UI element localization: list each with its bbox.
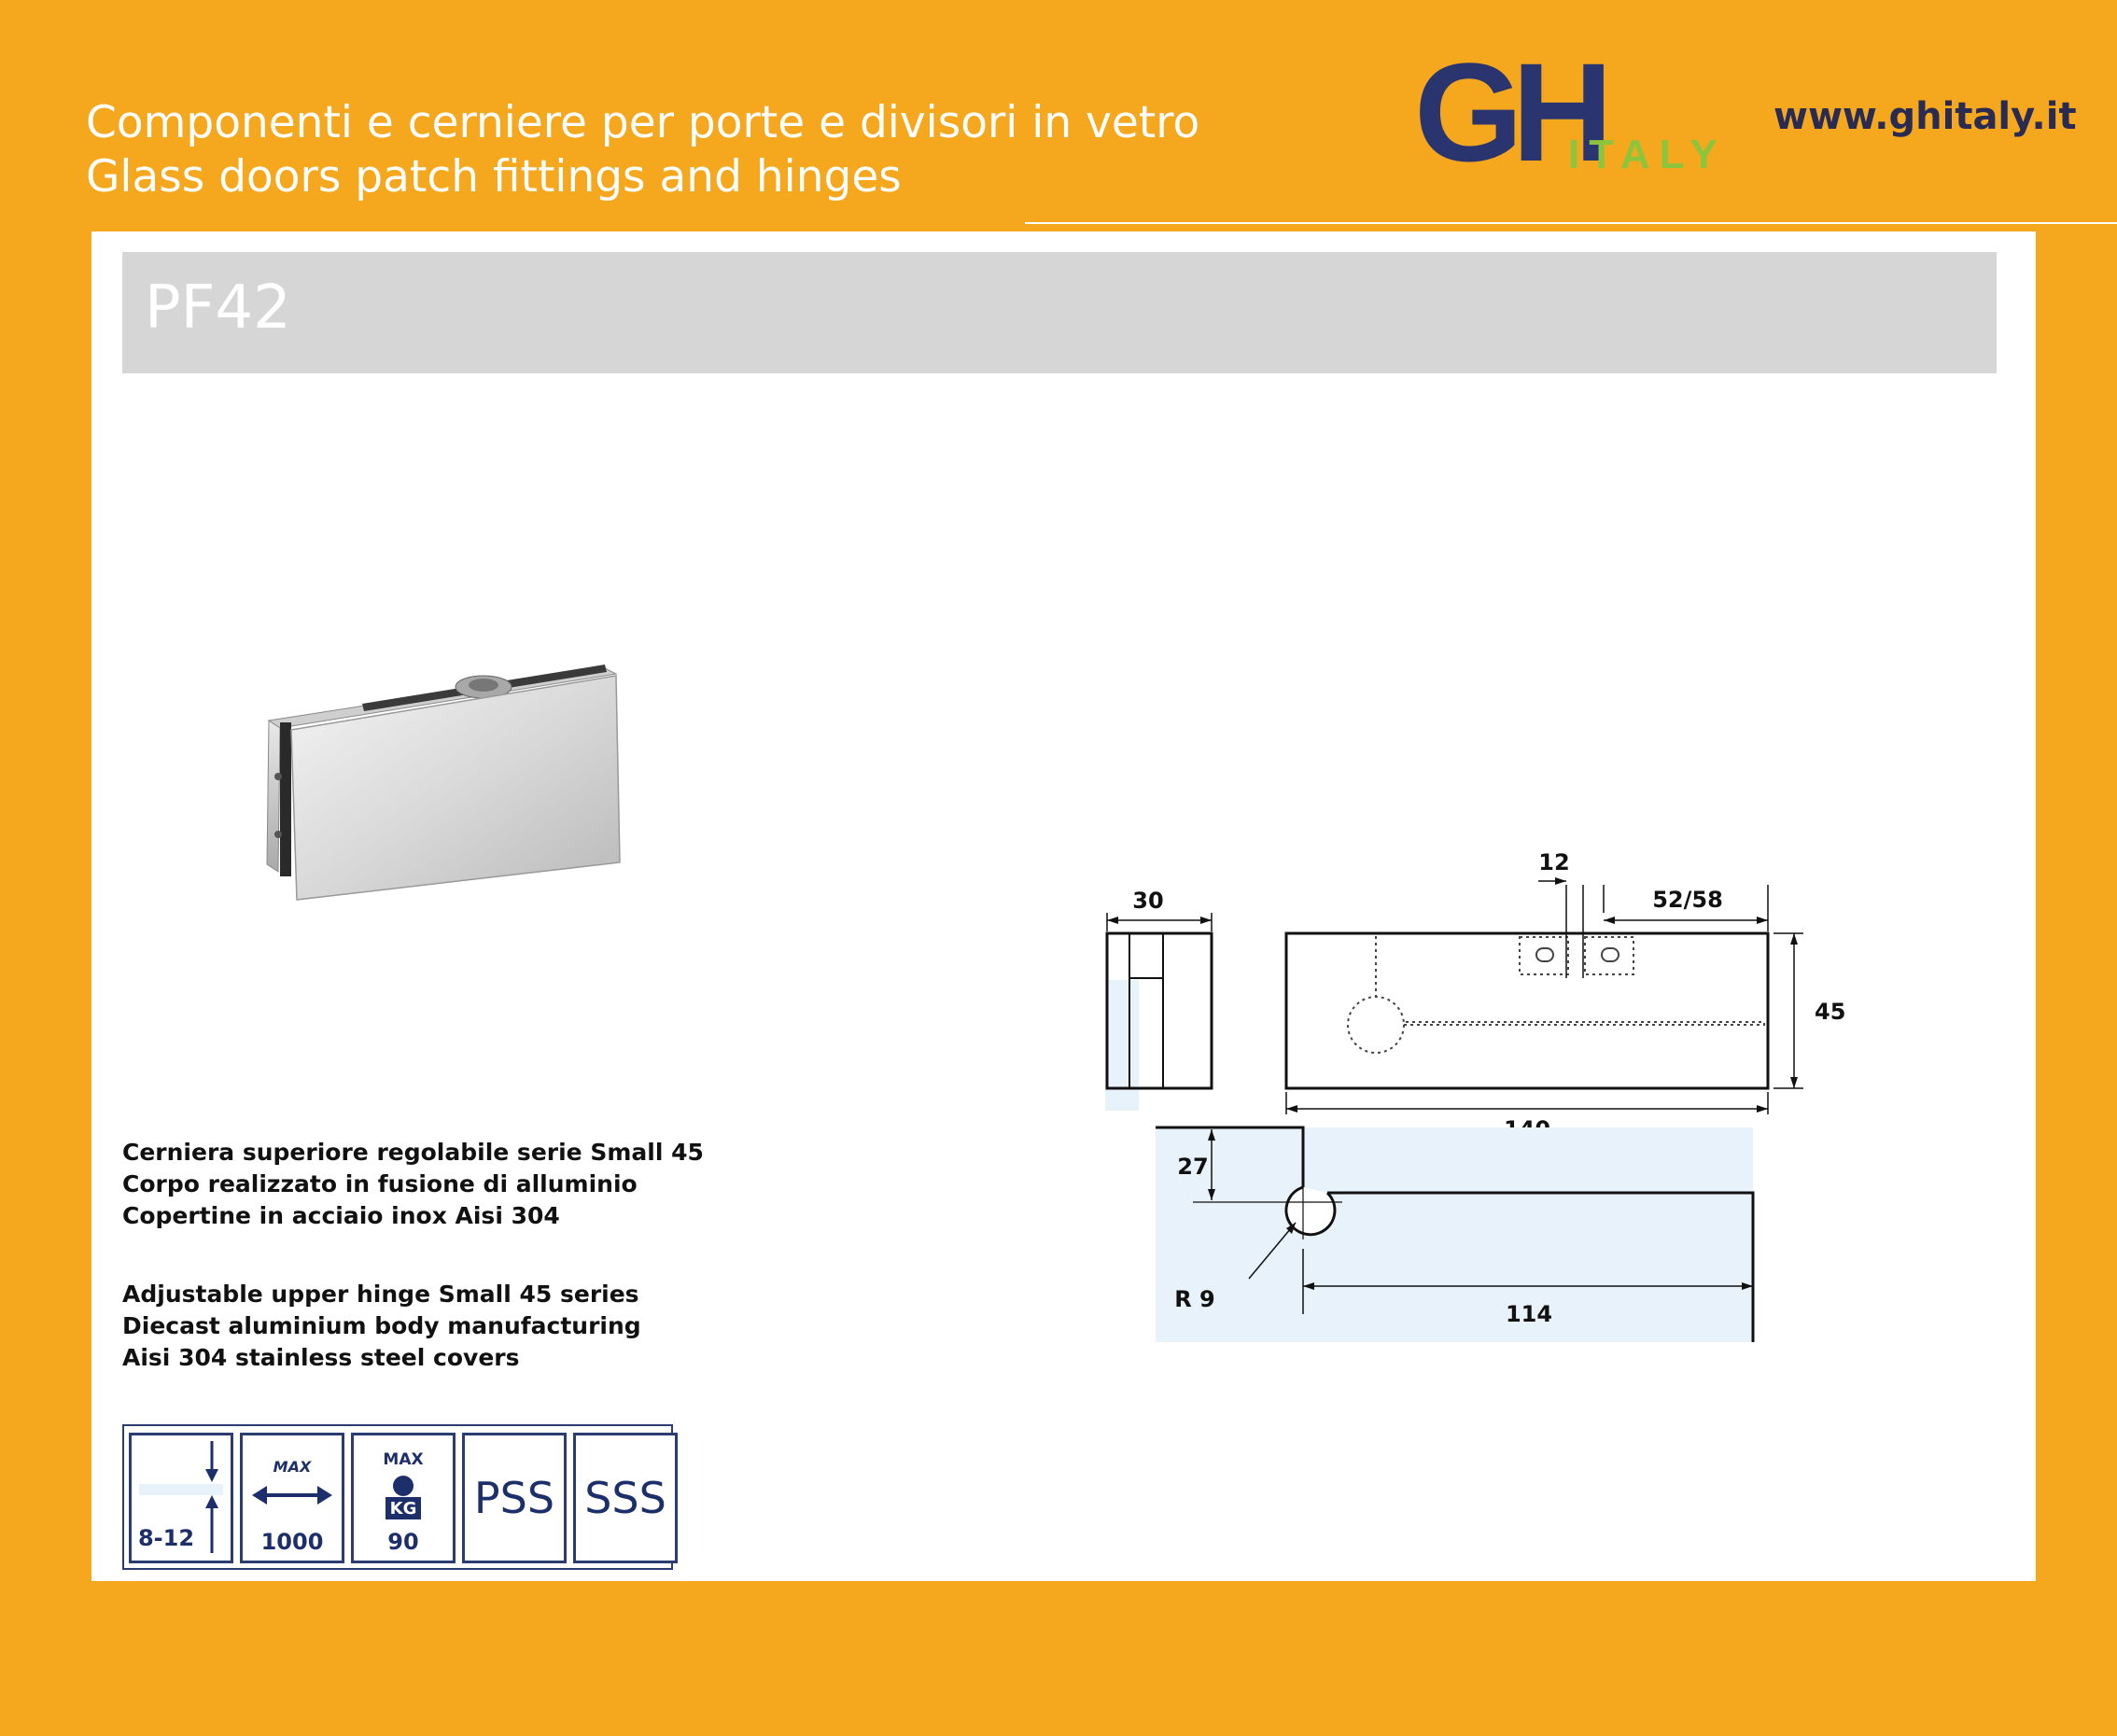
badge-max-width [240,1433,344,1563]
header-italian-title: Componenti e cerniere per porte e divisori in vetro [86,97,1200,148]
gh-italy-logo [1414,37,1750,177]
glass-cut-drawing [1156,1118,1902,1342]
dim-cut-length: 114 [1505,1301,1553,1327]
badge-glass-thickness [129,1433,233,1563]
description-en-line: Aisi 304 stainless steel covers [122,1344,520,1371]
logo-letters: GH [1414,37,1602,177]
dim-height: 45 [1815,999,1846,1025]
description-it-line: Cerniera superiore regolabile serie Small 45 [122,1139,704,1166]
product-photo [259,610,876,946]
logo-word: ITALY [1568,132,1727,177]
dim-gap: 12 [1538,849,1570,875]
dim-depth: 27 [1177,1154,1209,1180]
badge-max-label-2: MAX [383,1450,424,1469]
badge-max-weight-value: 90 [387,1529,419,1555]
badge-kg-label: KG [389,1499,417,1519]
product-code: PF42 [145,273,291,343]
product-code-bar [122,252,1997,373]
description-it-line: Copertine in acciaio inox Aisi 304 [122,1202,560,1229]
header-english-title: Glass doors patch fittings and hinges [86,151,902,203]
description-en-line: Adjustable upper hinge Small 45 series [122,1281,639,1308]
front-view [1286,933,1768,1088]
description-en-line: Diecast aluminium body manufacturing [122,1312,641,1339]
badge-max-width-value: 1000 [260,1529,324,1555]
description-italian [122,1137,704,1232]
badge-max-weight [351,1433,456,1563]
feature-badges [122,1424,673,1570]
description-it-line: Corpo realizzato in fusione di alluminio [122,1170,638,1197]
badge-pss [462,1433,567,1563]
technical-drawing [1081,605,1968,1183]
badge-sss [573,1433,678,1563]
dim-offset: 52/58 [1652,887,1723,913]
description-english [122,1279,641,1374]
dim-side-width: 30 [1132,888,1164,914]
badge-pss-label: PSS [473,1473,555,1523]
product-card [91,231,2036,1581]
badge-glass-thickness-value: 8-12 [137,1525,195,1551]
badge-max-label: MAX [273,1458,312,1476]
dim-radius: R 9 [1174,1286,1215,1312]
website-link[interactable]: www.ghitaly.it [1774,95,2077,138]
badge-sss-label: SSS [584,1473,666,1523]
header-divider [1025,222,2117,224]
glass-pane [1105,980,1139,1111]
